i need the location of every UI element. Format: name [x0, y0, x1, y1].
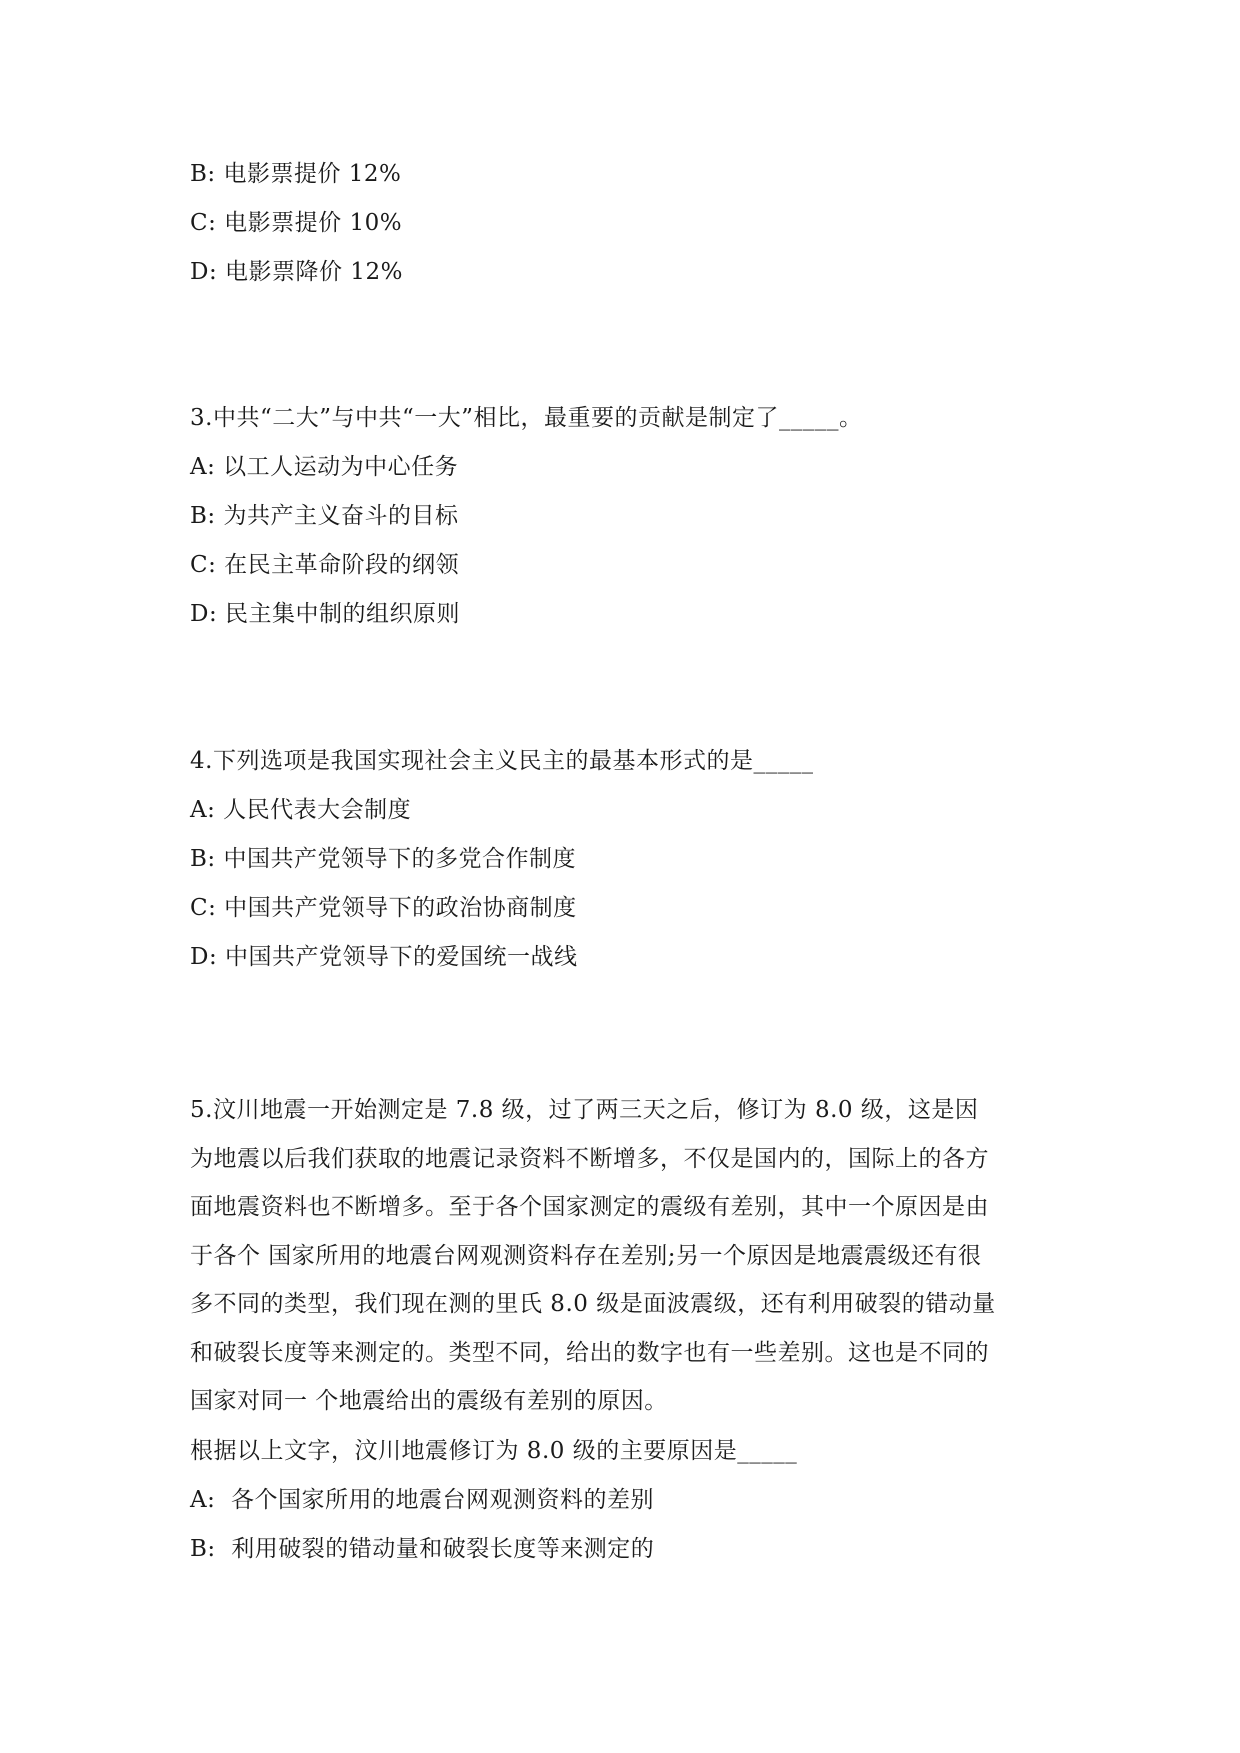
q4-stem: 4.下列选项是我国实现社会主义民主的最基本形式的是_____ [190, 748, 814, 774]
q5-passage-line: 多不同的类型，我们现在测的里氏 8.0 级是面波震级，还有利用破裂的错动量 [190, 1291, 996, 1317]
q3-option-b: B: 为共产主义奋斗的目标 [190, 503, 459, 529]
q5-passage-line: 5.汶川地震一开始测定是 7.8 级，过了两三天之后，修订为 8.0 级，这是因 [190, 1097, 979, 1123]
q2-option-c: C: 电影票提价 10% [190, 210, 403, 236]
q5-passage-line: 面地震资料也不断增多。至于各个国家测定的震级有差别，其中一个原因是由 [190, 1194, 989, 1220]
q3-option-d: D: 民主集中制的组织原则 [190, 601, 461, 627]
q3-stem: 3.中共“二大”与中共“一大”相比，最重要的贡献是制定了_____。 [190, 405, 863, 431]
q4-option-b: B: 中国共产党领导下的多党合作制度 [190, 846, 576, 872]
q5-passage-line: 和破裂长度等来测定的。类型不同，给出的数字也有一些差别。这也是不同的 [190, 1339, 989, 1366]
q5-option-b: B: 利用破裂的错动量和破裂长度等来测定的 [190, 1536, 655, 1562]
q5-passage [190, 1086, 1050, 1426]
q5-option-a: A: 各个国家所用的地震台网观测资料的差别 [190, 1487, 654, 1513]
q5-passage-line: 于各个 国家所用的地震台网观测资料存在差别;另一个原因是地震震级还有很 [190, 1242, 982, 1269]
q3-option-a: A: 以工人运动为中心任务 [190, 454, 459, 480]
q5-passage-line: 为地震以后我们获取的地震记录资料不断增多，不仅是国内的，国际上的各方 [190, 1145, 989, 1172]
q4-option-d: D: 中国共产党领导下的爱国统一战线 [190, 944, 578, 970]
q4-option-c: C: 中国共产党领导下的政治协商制度 [190, 895, 577, 921]
q2-option-d: D: 电影票降价 12% [190, 259, 403, 285]
q3-option-c: C: 在民主革命阶段的纲领 [190, 552, 460, 578]
q4-option-a: A: 人民代表大会制度 [190, 797, 412, 823]
q2-option-b: B: 电影票提价 12% [190, 161, 402, 187]
q5-stem: 根据以上文字，汶川地震修订为 8.0 级的主要原因是_____ [190, 1438, 798, 1464]
q5-passage-line: 国家对同一 个地震给出的震级有差别的原因。 [190, 1388, 668, 1414]
